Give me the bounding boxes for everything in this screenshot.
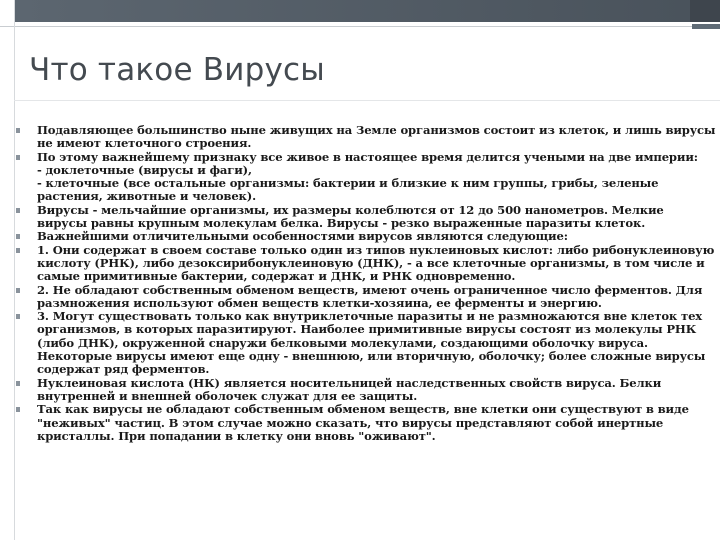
- bullet-item: [16, 403, 716, 443]
- bullet-item: [16, 151, 716, 204]
- header-bar: [0, 0, 720, 22]
- header-divider: [0, 26, 720, 27]
- bullet-text: Вирусы - мельчайшие организмы, их размеры колеблются от 12 до 500 нанометров. Мелкие вирусы равны крупным молекулам белка. Вирусы - резко выраженные паразиты клеток.: [37, 202, 664, 231]
- bullet-item: [16, 310, 716, 376]
- bullet-marker: [16, 248, 20, 253]
- bullet-marker: [16, 128, 20, 133]
- bullet-item: [16, 244, 716, 284]
- bullet-marker: [16, 155, 20, 160]
- left-margin-rule: [14, 0, 15, 540]
- bullet-item: [16, 284, 716, 311]
- bullet-text: 3. Могут существовать только как внутриклеточные паразиты и не размножаются вне клеток тех организмов, в которых паразитируют. Наиболее примитивные вирусы состоят из молекулы РНК (либо ДНК), окруженной снаружи белковыми молекулами, создающими оболочку вируса. Некоторые вирусы имеют еще одну - внешнюю, или вторичную, оболочку; более сложные вирусы содержат ряд ферментов.: [37, 309, 706, 377]
- slide-title: Что такое Вирусы: [29, 52, 325, 88]
- bullet-marker: [16, 314, 20, 319]
- bullet-text: По этому важнейшему признаку все живое в настоящее время делится учеными на две империи: - доклеточные (вирусы и фаги), - клеточные (все остальные организмы: бактерии и близкие к ним группы, грибы, зеленые растения, животные и человек).: [37, 149, 698, 204]
- bullet-marker: [16, 208, 20, 213]
- bullet-item: [16, 204, 716, 231]
- bullet-marker: [16, 381, 20, 386]
- bullet-marker: [16, 288, 20, 293]
- header-divider-accent: [692, 24, 720, 29]
- bullet-list: [16, 124, 716, 443]
- title-divider: [14, 100, 720, 101]
- bullet-text: Подавляющее большинство ныне живущих на Земле организмов состоит из клеток, и лишь вирусы не имеют клеточного строения.: [37, 123, 716, 151]
- bullet-text: Нуклеиновая кислота (НК) является носительницей наследственных свойств вируса. Белки внутренней и внешней оболочек служат для ее защиты.: [37, 375, 662, 403]
- bullet-text: Так как вирусы не обладают собственным обменом веществ, вне клетки они существуют в виде "неживых" частиц. В этом случае можно сказать, что вирусы представляют собой инертные кристаллы. При попадании в клетку они вновь "оживают".: [37, 402, 689, 443]
- bullet-text: Важнейшими отличительными особенностями вирусов являются следующие:: [37, 229, 568, 244]
- bullet-item: [16, 230, 716, 243]
- bullet-text: 1. Они содержат в своем составе только один из типов нуклеиновых кислот: либо рибонуклеиновую кислоту (РНК), либо дезоксирибонуклеиновую (ДНК), - а все клеточные организмы, в том числе и самые примитивные бактерии, содержат и ДНК, и РНК одновременно.: [37, 242, 715, 284]
- bullet-item: [16, 377, 716, 404]
- header-bar-accent: [690, 0, 720, 22]
- bullet-marker: [16, 407, 20, 412]
- bullet-item: [16, 124, 716, 151]
- bullet-marker: [16, 234, 20, 239]
- bullet-text: 2. Не обладают собственным обменом веществ, имеют очень ограниченное число ферментов. Для размножения используют обмен веществ клетки-хозяина, ее ферменты и энергию.: [37, 282, 703, 310]
